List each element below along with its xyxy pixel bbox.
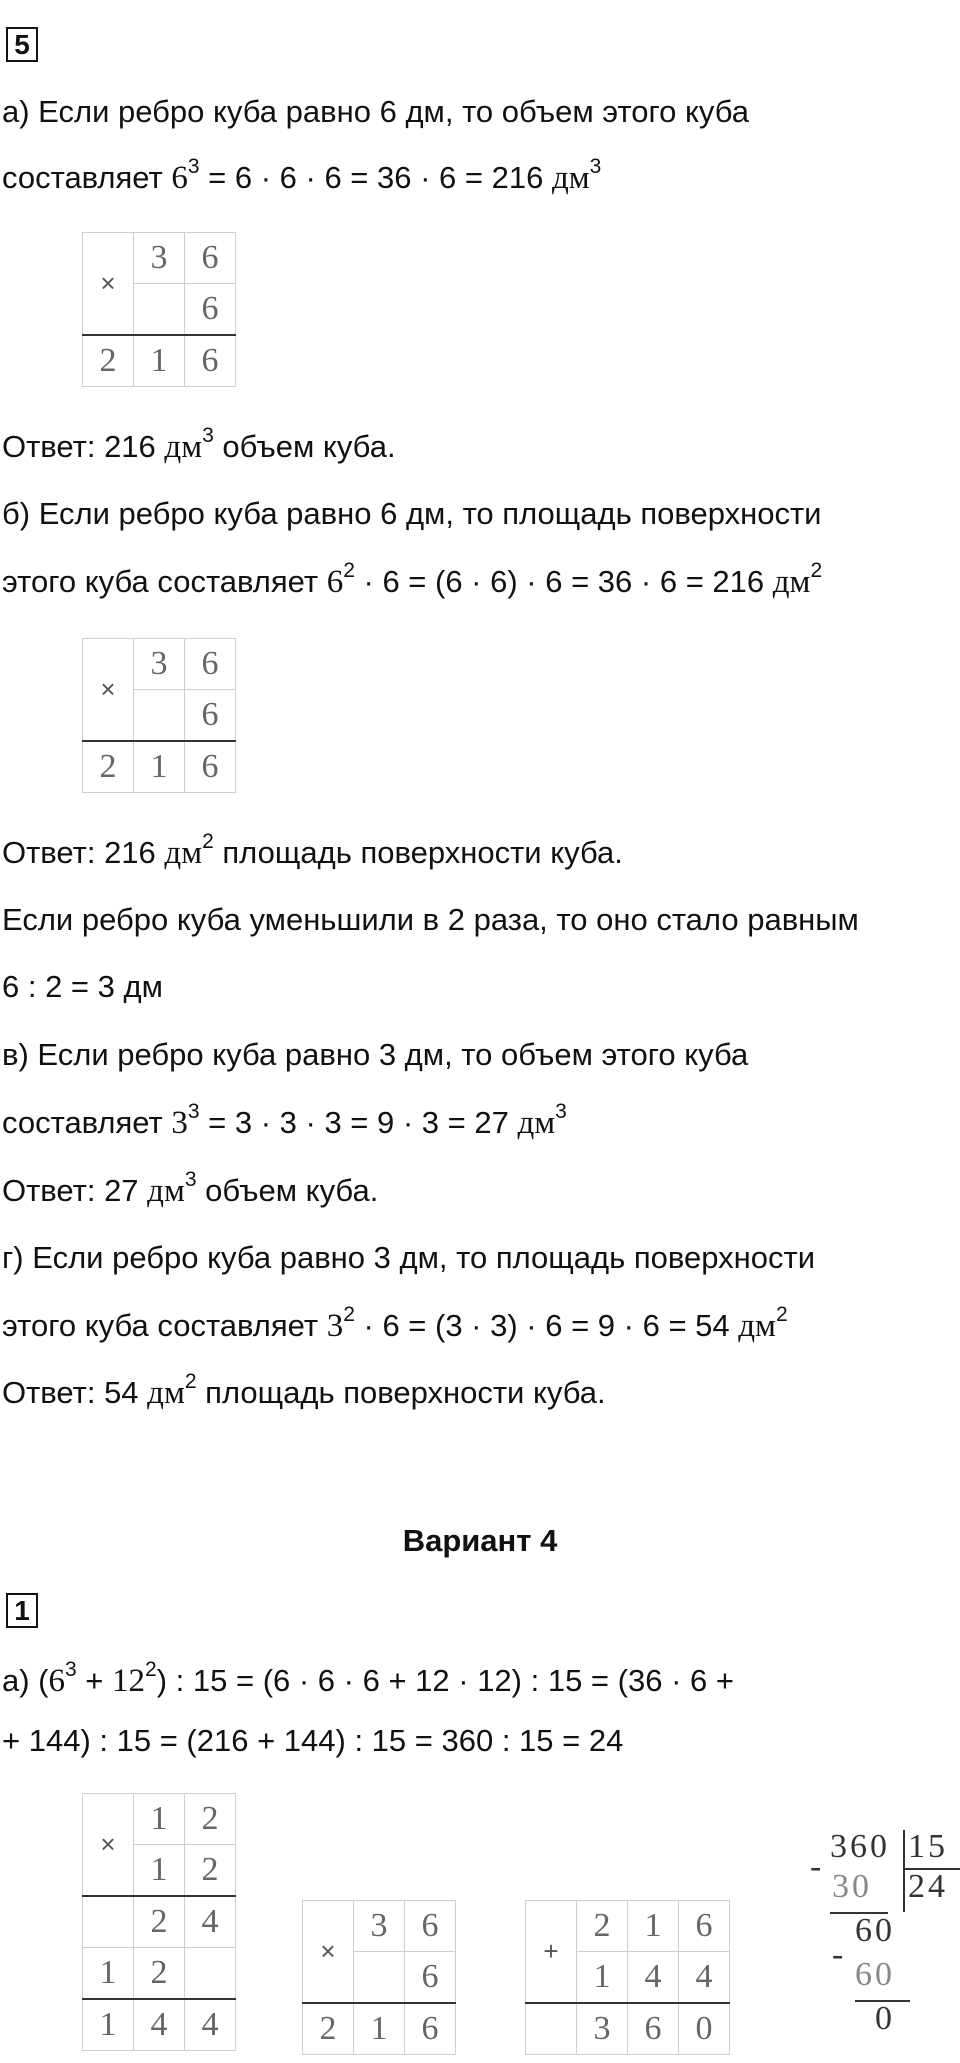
digit: 2 [83,741,134,793]
addition-table [525,1900,730,2055]
digit: 3 [134,233,185,284]
text: · 6 = (3 · 3) · 6 = 9 · 6 = 54 [354,1308,739,1343]
exponent: 2 [145,1658,157,1681]
minus-sign: - [832,1936,847,1973]
power-base: 12 [112,1663,146,1699]
subtrahend: 30 [832,1868,872,1905]
digit: 1 [577,1952,628,2004]
power-base: 6 [48,1663,65,1699]
answer-line [2,424,396,467]
exponent: 3 [187,1100,200,1123]
digit: 3 [134,639,185,690]
digit: 4 [185,1896,236,1948]
digit: 6 [185,690,236,742]
digit: 6 [405,1952,456,2004]
digit: 4 [134,1999,185,2051]
formula-line [2,1303,788,1346]
power-base: 3 [171,1105,188,1141]
power-base: 3 [326,1308,344,1344]
digit: 6 [185,639,236,690]
digit [134,284,185,336]
digit: 1 [134,741,185,793]
text: составляет [2,160,172,195]
digit [185,1948,236,2000]
multiplication-table [82,232,236,387]
digit: 6 [185,335,236,387]
multiplication-table [82,638,236,793]
unit: дм [738,1308,776,1344]
text-line: Если ребро куба уменьшили в 2 раза, то оно стало равным [2,902,859,937]
unit: дм [164,835,203,871]
text: + [76,1663,113,1698]
unit-exponent: 3 [202,424,214,447]
unit-exponent: 3 [555,1100,567,1123]
operator: × [303,1901,354,2004]
text: объем куба. [196,1173,379,1208]
remainder: 60 [855,1912,895,1949]
digit: 1 [83,1999,134,2051]
unit: дм [147,1173,185,1209]
digit: 1 [83,1948,134,2000]
text: Ответ: 27 [2,1173,148,1208]
text: площадь поверхности куба. [213,835,623,870]
remainder: 0 [875,2000,895,2037]
formula-line [2,1658,734,1701]
text: этого куба составляет [2,1308,327,1343]
digit: 2 [83,335,134,387]
empty-cell [526,2003,577,2055]
digit: 1 [628,1901,679,1952]
digit: 2 [577,1901,628,1952]
digit: 4 [679,1952,730,2004]
variant-heading: Вариант 4 [402,1523,558,1558]
digit: 6 [185,233,236,284]
digit [83,1896,134,1948]
digit: 6 [679,1901,730,1952]
text: площадь поверхности куба. [196,1375,606,1410]
power-base: 6 [171,160,188,196]
unit: дм [517,1105,556,1141]
divisor: 15 [908,1828,948,1865]
text: = 6 · 6 · 6 = 36 · 6 = 216 [199,160,552,195]
text-line: а) Если ребро куба равно 6 дм, то объем этого куба [2,94,750,129]
minus-sign: - [810,1848,825,1885]
formula-line [2,559,823,602]
digit: 6 [185,284,236,336]
text-line: в) Если ребро куба равно 3 дм, то объем этого куба [2,1037,749,1072]
text: а) ( [2,1663,49,1698]
unit-exponent: 2 [775,1303,788,1326]
unit: дм [164,429,203,465]
digit: 4 [185,1999,236,2051]
text: Ответ: 216 [2,835,165,870]
long-division [810,1828,960,2063]
power-base: 6 [326,564,344,600]
text-line: 6 : 2 = 3 дм [2,969,163,1004]
answer-line [2,830,623,873]
digit: 4 [628,1952,679,2004]
digit: 1 [134,1794,185,1845]
text-line: б) Если ребро куба равно 6 дм, то площадь поверхности [2,496,822,531]
operator: × [83,639,134,742]
formula-line [2,1100,567,1143]
unit-exponent: 3 [589,155,602,178]
exponent: 3 [65,1658,77,1681]
unit-exponent: 3 [184,1168,197,1191]
exponent: 2 [343,559,355,582]
unit: дм [147,1375,185,1411]
text: Ответ: 54 [2,1375,148,1410]
text: этого куба составляет [2,564,327,599]
digit [134,690,185,742]
digit: 6 [628,2003,679,2055]
unit: дм [551,160,590,196]
text: Ответ: 216 [2,429,165,464]
digit: 2 [185,1794,236,1845]
text: · 6 = (6 · 6) · 6 = 36 · 6 = 216 [354,564,773,599]
text: составляет [2,1105,172,1140]
digit: 2 [134,1896,185,1948]
text: = 3 · 3 · 3 = 9 · 3 = 27 [199,1105,518,1140]
digit [354,1952,405,2004]
operator: × [83,1794,134,1897]
digit: 3 [577,2003,628,2055]
multiplication-table [302,1900,456,2055]
answer-line [2,1168,379,1211]
operator: × [83,233,134,336]
text-line: г) Если ребро куба равно 3 дм, то площадь поверхности [2,1240,816,1275]
digit: 2 [185,1845,236,1897]
unit-exponent: 2 [810,559,823,582]
division-bar [903,1830,905,1912]
problem-number-box: 5 [6,27,38,62]
digit: 6 [405,2003,456,2055]
digit: 2 [134,1948,185,2000]
dividend: 360 [830,1828,890,1865]
unit: дм [772,564,811,600]
digit: 1 [134,335,185,387]
subtrahend: 60 [855,1956,895,1993]
multiplication-table [82,1793,236,2051]
exponent: 3 [187,155,200,178]
text: ) : 15 = (6 · 6 · 6 + 12 · 12) : 15 = (36 · 6 + [156,1663,734,1698]
digit: 0 [679,2003,730,2055]
formula-line [2,155,602,198]
exponent: 2 [343,1303,355,1326]
formula-line: + 144) : 15 = (216 + 144) : 15 = 360 : 15 = 24 [2,1723,624,1758]
digit: 1 [134,1845,185,1897]
unit-exponent: 2 [202,830,214,853]
operator: + [526,1901,577,2004]
answer-line [2,1370,606,1413]
quotient: 24 [908,1868,948,1905]
digit: 6 [185,741,236,793]
digit: 6 [405,1901,456,1952]
problem-number-box: 1 [6,1593,38,1628]
digit: 3 [354,1901,405,1952]
digit: 2 [303,2003,354,2055]
text: объем куба. [213,429,396,464]
unit-exponent: 2 [184,1370,197,1393]
digit: 1 [354,2003,405,2055]
